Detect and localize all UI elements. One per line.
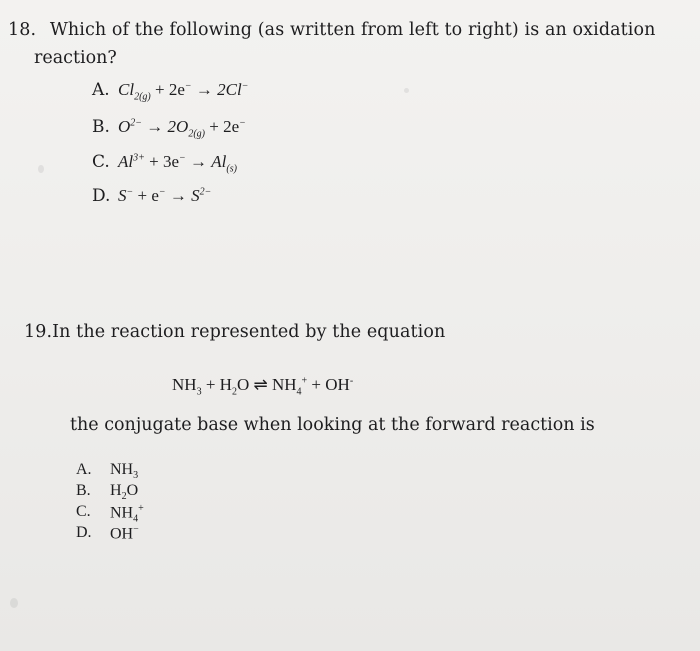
question-19-prompt: the conjugate base when looking at the forward reaction is	[70, 415, 595, 435]
q18-option-c	[92, 152, 237, 174]
q18-option-b	[92, 117, 246, 139]
paper-smudge	[10, 598, 18, 608]
q19-option-d: D. OH−	[76, 524, 139, 543]
question-19-header	[24, 322, 445, 342]
option-letter: D.	[92, 186, 111, 206]
q19-equation: $NH_3 + H_2O$ ⇌ $NH_4^+ + OH^-$	[172, 375, 354, 398]
q18-option-b-equation: $O^{2-} \to 2O_{2(g)} + 2e^-$	[118, 117, 246, 140]
q19-option-c: C. $NH_4^+$	[76, 503, 144, 525]
paper-smudge	[404, 88, 409, 93]
question-18-text-line2: reaction?	[34, 48, 117, 68]
q18-option-a-equation: $Cl_{2(g)} + 2e^- \to 2Cl^-$	[118, 80, 249, 103]
question-18-text: Which of the following (as written from left to right) is an oxidation	[49, 20, 656, 40]
q18-option-c-equation: $Al^{3+} + 3e^- \to Al_{(s)}$	[118, 152, 237, 175]
q18-option-d	[92, 186, 211, 206]
paper-smudge	[38, 165, 44, 173]
option-letter: C.	[92, 152, 110, 172]
question-19-text: In the reaction represented by the equation	[52, 322, 446, 342]
equilibrium-arrow: ⇌	[253, 375, 268, 394]
option-letter: A.	[92, 80, 110, 100]
q19-option-a: A. $NH_3$	[76, 461, 139, 482]
question-19-number: 19.	[24, 322, 53, 342]
option-letter: B.	[92, 117, 110, 137]
q18-option-a	[92, 80, 248, 102]
question-18-number: 18.	[8, 20, 37, 40]
q18-option-d-equation: $S^- + e^- \to S^{2-}$	[118, 186, 212, 205]
q19-option-b: B. $H_2O$	[76, 482, 139, 503]
question-18-header	[8, 20, 656, 40]
